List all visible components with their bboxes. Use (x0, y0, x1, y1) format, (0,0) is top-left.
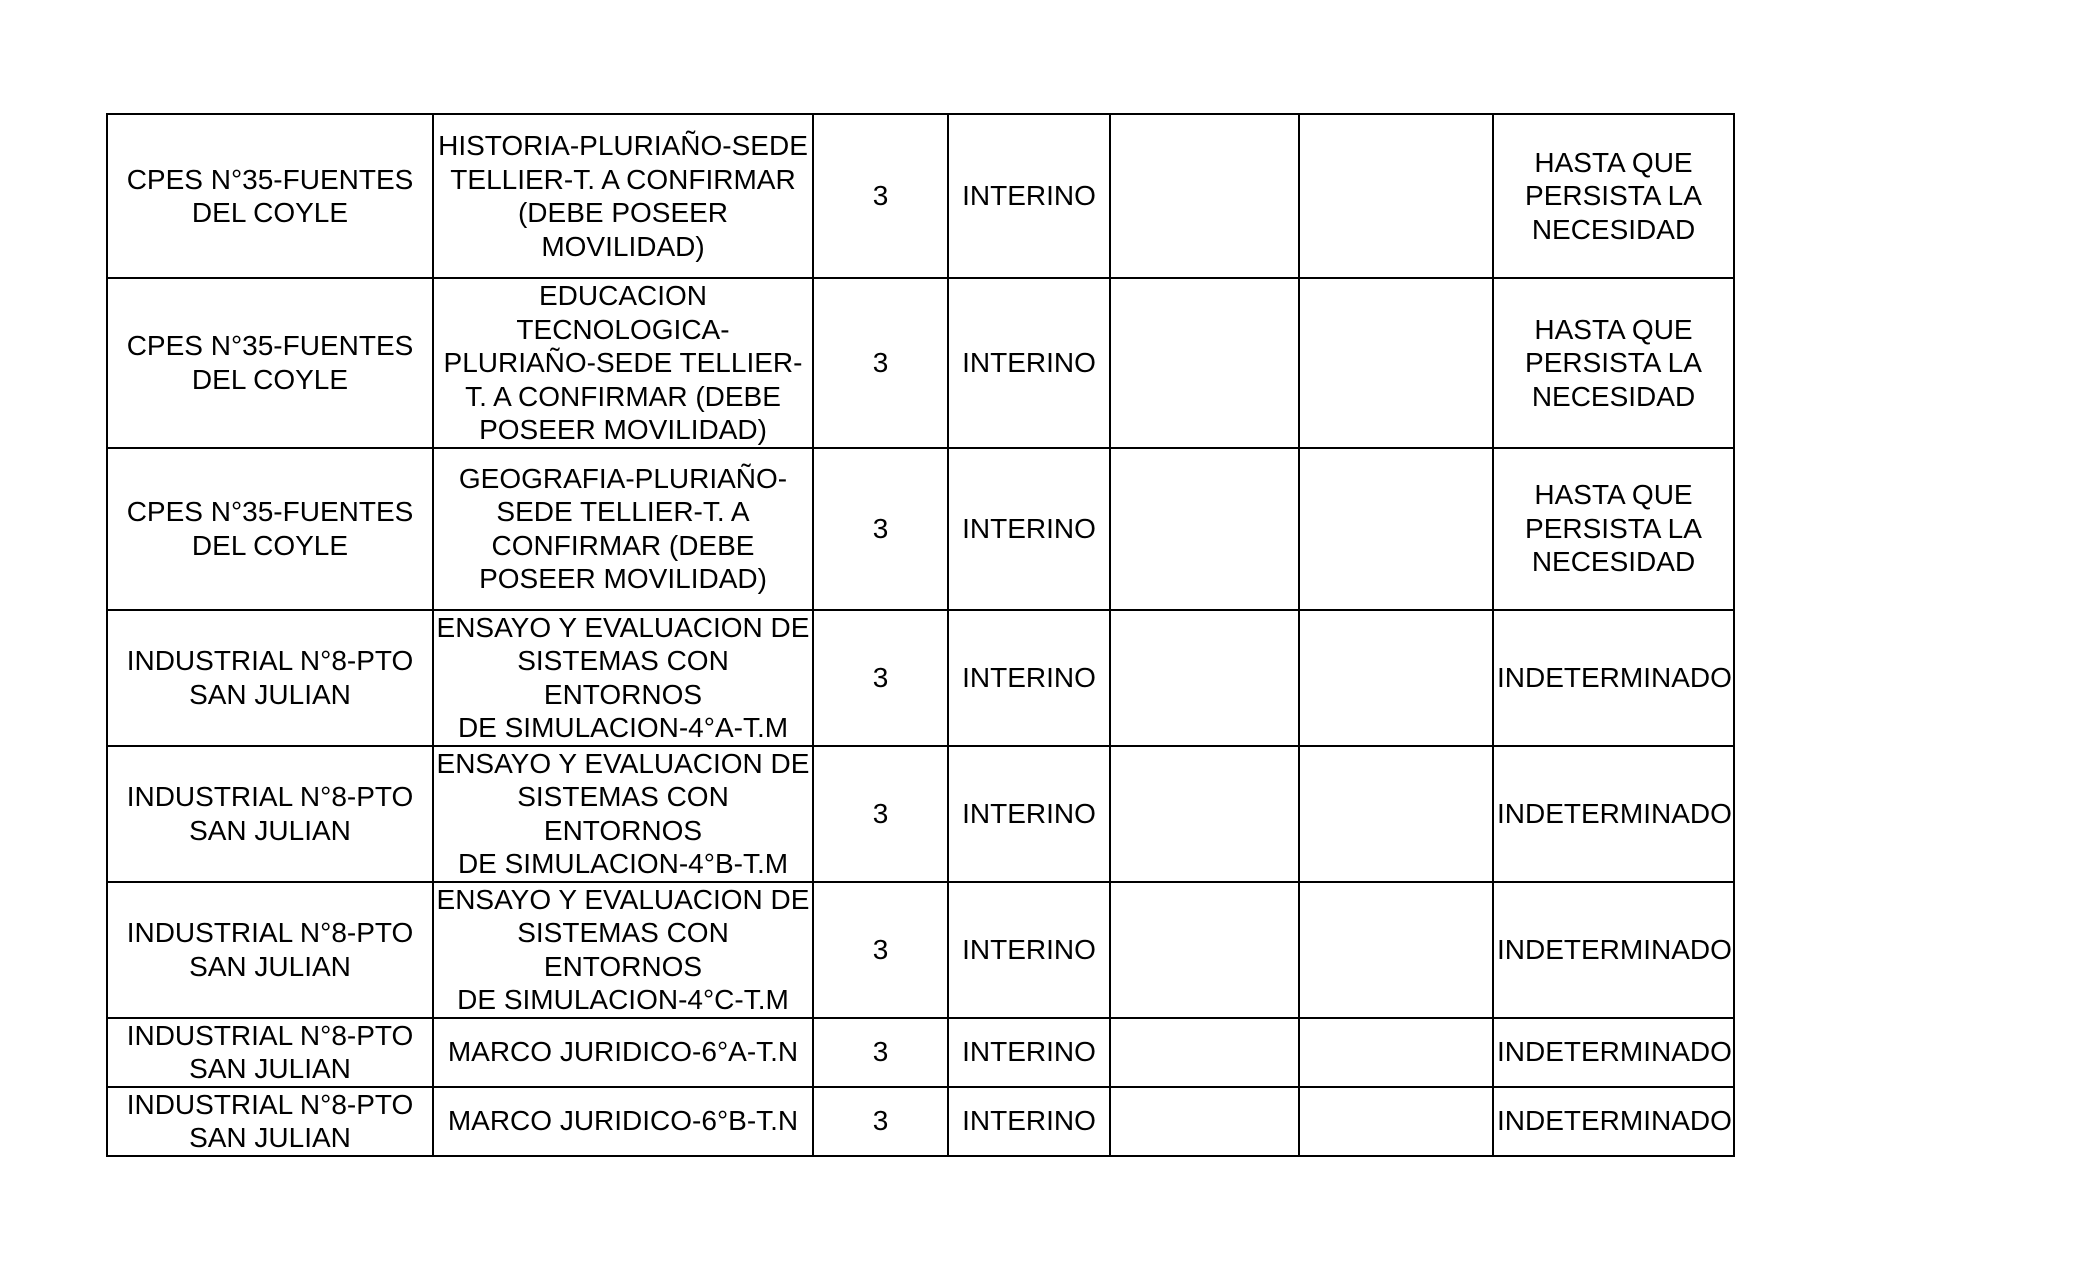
empty-cell (1299, 610, 1493, 746)
table-row (107, 610, 1734, 746)
hours-cell: 3 (813, 448, 948, 610)
empty-cell (1299, 278, 1493, 448)
hours-cell: 3 (813, 114, 948, 278)
duration-cell: HASTA QUE PERSISTA LA NECESIDAD (1493, 114, 1734, 278)
table-row (107, 278, 1734, 448)
hours-cell: 3 (813, 610, 948, 746)
empty-cell (1299, 1087, 1493, 1156)
empty-cell (1110, 1018, 1299, 1087)
duration-cell: INDETERMINADO (1493, 1018, 1734, 1087)
subject-cell: GEOGRAFIA-PLURIAÑO- SEDE TELLIER-T. A CONFIRMAR (DEBE POSEER MOVILIDAD) (433, 448, 813, 610)
school-cell: CPES N°35-FUENTES DEL COYLE (107, 448, 433, 610)
status-cell: INTERINO (948, 114, 1110, 278)
empty-cell (1299, 114, 1493, 278)
subject-cell: ENSAYO Y EVALUACION DE SISTEMAS CON ENTORNOS DE SIMULACION-4°A-T.M (433, 610, 813, 746)
duration-cell: INDETERMINADO (1493, 610, 1734, 746)
duration-cell: HASTA QUE PERSISTA LA NECESIDAD (1493, 278, 1734, 448)
status-cell: INTERINO (948, 882, 1110, 1018)
table-row (107, 1087, 1734, 1156)
empty-cell (1110, 746, 1299, 882)
empty-cell (1299, 882, 1493, 1018)
duration-cell: INDETERMINADO (1493, 746, 1734, 882)
duration-cell: INDETERMINADO (1493, 882, 1734, 1018)
subject-cell: MARCO JURIDICO-6°B-T.N (433, 1087, 813, 1156)
status-cell: INTERINO (948, 278, 1110, 448)
school-cell: CPES N°35-FUENTES DEL COYLE (107, 114, 433, 278)
empty-cell (1110, 1087, 1299, 1156)
status-cell: INTERINO (948, 610, 1110, 746)
status-cell: INTERINO (948, 448, 1110, 610)
table-row (107, 114, 1734, 278)
empty-cell (1299, 746, 1493, 882)
subject-cell: HISTORIA-PLURIAÑO-SEDE TELLIER-T. A CONFIRMAR (DEBE POSEER MOVILIDAD) (433, 114, 813, 278)
duration-cell: INDETERMINADO (1493, 1087, 1734, 1156)
table-row (107, 882, 1734, 1018)
hours-cell: 3 (813, 746, 948, 882)
school-cell: INDUSTRIAL N°8-PTO SAN JULIAN (107, 1087, 433, 1156)
empty-cell (1110, 114, 1299, 278)
duration-cell: HASTA QUE PERSISTA LA NECESIDAD (1493, 448, 1734, 610)
subject-cell: ENSAYO Y EVALUACION DE SISTEMAS CON ENTORNOS DE SIMULACION-4°C-T.M (433, 882, 813, 1018)
empty-cell (1110, 610, 1299, 746)
status-cell: INTERINO (948, 746, 1110, 882)
hours-cell: 3 (813, 278, 948, 448)
school-cell: INDUSTRIAL N°8-PTO SAN JULIAN (107, 746, 433, 882)
school-cell: INDUSTRIAL N°8-PTO SAN JULIAN (107, 882, 433, 1018)
empty-cell (1110, 278, 1299, 448)
hours-cell: 3 (813, 1087, 948, 1156)
empty-cell (1299, 448, 1493, 610)
subject-cell: EDUCACION TECNOLOGICA- PLURIAÑO-SEDE TELLIER- T. A CONFIRMAR (DEBE POSEER MOVILIDAD) (433, 278, 813, 448)
table-row (107, 746, 1734, 882)
status-cell: INTERINO (948, 1087, 1110, 1156)
subject-cell: ENSAYO Y EVALUACION DE SISTEMAS CON ENTORNOS DE SIMULACION-4°B-T.M (433, 746, 813, 882)
school-cell: INDUSTRIAL N°8-PTO SAN JULIAN (107, 610, 433, 746)
table-body (107, 114, 1734, 1156)
subject-cell: MARCO JURIDICO-6°A-T.N (433, 1018, 813, 1087)
hours-cell: 3 (813, 1018, 948, 1087)
empty-cell (1299, 1018, 1493, 1087)
status-cell: INTERINO (948, 1018, 1110, 1087)
empty-cell (1110, 882, 1299, 1018)
hours-cell: 3 (813, 882, 948, 1018)
empty-cell (1110, 448, 1299, 610)
vacancy-table (106, 113, 1735, 1157)
school-cell: INDUSTRIAL N°8-PTO SAN JULIAN (107, 1018, 433, 1087)
table-row (107, 1018, 1734, 1087)
table-row (107, 448, 1734, 610)
school-cell: CPES N°35-FUENTES DEL COYLE (107, 278, 433, 448)
